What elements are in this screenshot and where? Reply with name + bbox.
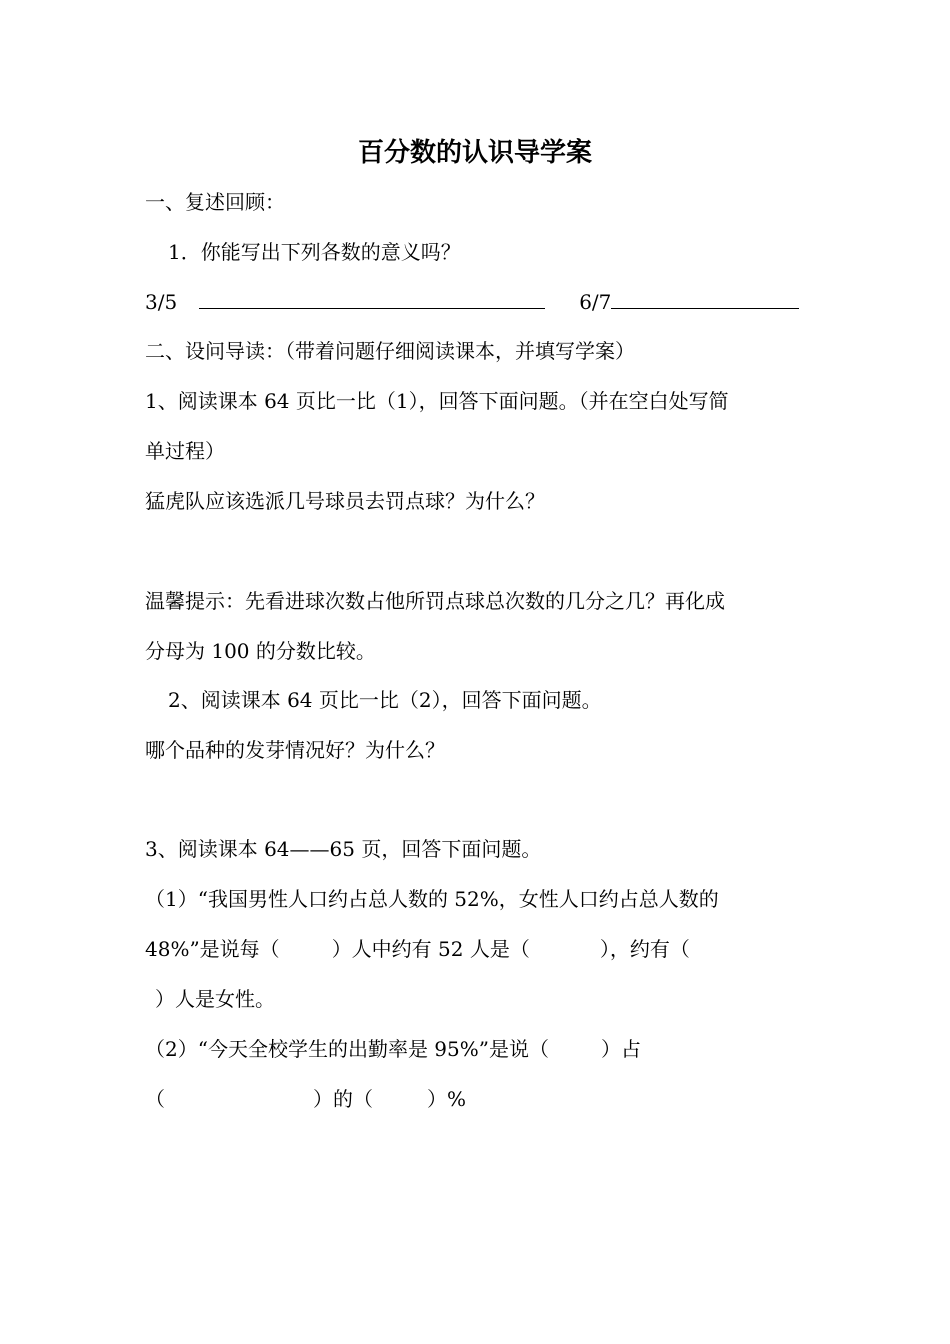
sub2-line2-part-c: ）% bbox=[427, 1087, 467, 1111]
sub1-line3: ）人是女性。 bbox=[155, 987, 275, 1011]
fraction-a-answer-blank[interactable] bbox=[199, 288, 545, 309]
sub2-line2-part-a: （ bbox=[145, 1087, 165, 1111]
sub2-line1-part-a: （2）“今天全校学生的出勤率是 95%”是说（ bbox=[145, 1037, 549, 1061]
item2-question: 哪个品种的发芽情况好？为什么？ bbox=[145, 738, 445, 762]
fraction-b-answer-blank[interactable] bbox=[611, 288, 799, 309]
sub2-line1-part-b: ）占 bbox=[600, 1037, 641, 1061]
sub2-line2-part-b: ）的（ bbox=[313, 1087, 373, 1111]
sub2-line2 bbox=[145, 1084, 466, 1114]
item3: 3、阅读课本 64——65 页，回答下面问题。 bbox=[145, 837, 542, 861]
item1-question: 猛虎队应该选派几号球员去罚点球？为什么？ bbox=[145, 489, 545, 513]
sub1-line2-part-b: ）人中约有 52 人是（ bbox=[331, 937, 530, 961]
fraction-row bbox=[145, 287, 799, 317]
hint-line1: 温馨提示：先看进球次数占他所罚点球总次数的几分之几？再化成 bbox=[145, 589, 725, 613]
page-title: 百分数的认识导学案 bbox=[357, 138, 592, 168]
item1-line2: 单过程） bbox=[145, 439, 225, 463]
section2-heading: 二、设问导读：（带着问题仔细阅读课本，并填写学案） bbox=[145, 339, 635, 363]
item1-line1: 1、阅读课本 64 页比一比（1），回答下面问题。（并在空白处写简 bbox=[145, 389, 729, 413]
sub1-line2-part-a: 48%”是说每（ bbox=[145, 937, 280, 961]
sub1-line1: （1）“我国男性人口约占总人数的 52%，女性人口约占总人数的 bbox=[145, 887, 719, 911]
section1-question: 1．你能写出下列各数的意义吗？ bbox=[168, 240, 461, 264]
hint-line2: 分母为 100 的分数比较。 bbox=[145, 639, 376, 663]
fraction-a-label: 3/5 bbox=[145, 290, 178, 314]
fraction-b-label: 6/7 bbox=[579, 290, 612, 314]
sub1-line2-part-c: ），约有（ bbox=[599, 937, 690, 961]
item2: 2、阅读课本 64 页比一比（2），回答下面问题。 bbox=[168, 688, 602, 712]
sub2-line1 bbox=[145, 1034, 641, 1064]
section1-heading: 一、复述回顾： bbox=[145, 190, 285, 214]
sub1-line2 bbox=[145, 934, 690, 964]
